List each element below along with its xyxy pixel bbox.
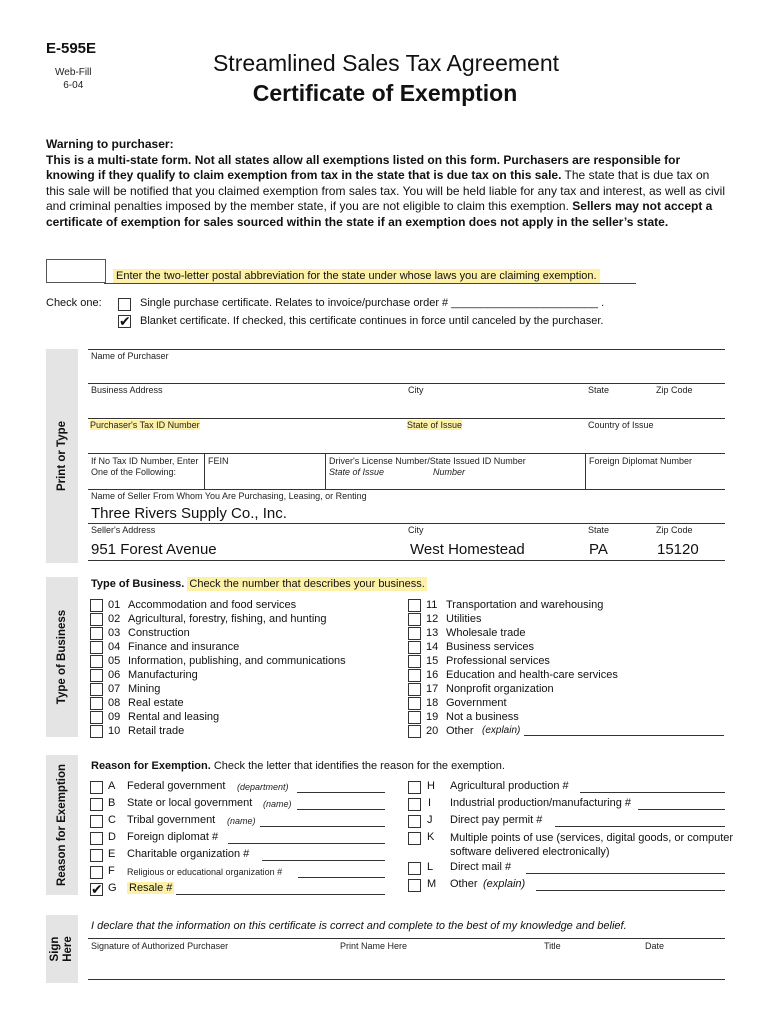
business-number: 19: [426, 711, 439, 723]
business-list-right: [408, 598, 728, 738]
signature-label: Signature of Authorized Purchaser: [91, 941, 229, 951]
purchaser-zip-label: Zip Code: [656, 385, 693, 395]
business-09-checkbox[interactable]: [90, 711, 103, 724]
business-label: Information, publishing, and communications: [128, 655, 346, 667]
business-number: 01: [108, 599, 121, 611]
foreign-diplomat-label: Foreign Diplomat Number: [589, 456, 693, 466]
blanket-certificate-checkbox[interactable]: [118, 315, 131, 328]
reason-g-letter: G: [108, 882, 117, 894]
reason-c-letter: C: [108, 814, 116, 826]
warning-bold-end: Sellers may not accept a certificate of exemption for sales sourced within the state if an exemption does not apply in the seller’s state.: [46, 199, 713, 229]
reason-h-letter: H: [427, 780, 435, 792]
reason-b-hint: (name): [263, 799, 292, 809]
business-number: 20: [426, 725, 439, 737]
business-10-checkbox[interactable]: [90, 725, 103, 738]
business-number: 08: [108, 697, 121, 709]
state-entry-divider: [104, 283, 636, 284]
reason-row-d: [90, 831, 390, 848]
reason-a-checkbox[interactable]: [90, 781, 103, 794]
seller-zip-label: Zip Code: [656, 525, 693, 535]
reason-list-left: [90, 780, 390, 899]
purchaser-name-line: [88, 349, 725, 350]
declaration-text: I declare that the information on this certificate is correct and complete to the best of my knowledge and belief.: [91, 920, 627, 932]
business-number: 05: [108, 655, 121, 667]
warning-block: [46, 137, 726, 230]
tax-id-line: [88, 418, 725, 419]
business-list-left: [90, 598, 400, 738]
state-abbreviation-field[interactable]: [46, 259, 106, 283]
dl-divider: [325, 453, 326, 489]
reason-c-checkbox[interactable]: [90, 815, 103, 828]
business-item-03: [90, 626, 400, 640]
reason-c-field[interactable]: [260, 826, 385, 827]
form-title: [0, 50, 770, 77]
reason-row-k: [408, 831, 734, 861]
business-19-checkbox[interactable]: [408, 711, 421, 724]
reason-row-l: [408, 861, 726, 878]
business-number: 11: [426, 599, 438, 611]
seller-name-line: [88, 489, 725, 490]
business-item-18: [408, 696, 728, 710]
business-item-10: [90, 724, 400, 738]
reason-g-field[interactable]: [176, 894, 385, 895]
business-number: 16: [426, 669, 439, 681]
reason-j-field[interactable]: [555, 826, 725, 827]
business-label: Wholesale trade: [446, 627, 526, 639]
revision-date: 6-04: [63, 80, 84, 91]
signature-bottom-line: [88, 979, 725, 980]
seller-city-label: City: [408, 525, 424, 535]
business-item-04: [90, 640, 400, 654]
sign-here-band: [46, 915, 78, 983]
purchaser-name-input[interactable]: [88, 362, 725, 382]
tax-id-input[interactable]: [88, 432, 725, 452]
business-label: Business services: [446, 641, 535, 653]
business-address-input[interactable]: [88, 396, 725, 416]
reason-d-field[interactable]: [228, 843, 385, 844]
seller-city-value[interactable]: West Homestead: [410, 541, 525, 558]
business-14-checkbox[interactable]: [408, 641, 421, 654]
business-number: 04: [108, 641, 121, 653]
reason-f-field[interactable]: [298, 877, 385, 878]
business-address-label: Business Address: [91, 385, 163, 395]
warning-text: The state that is due tax on this sale will be notified that you claimed exemption from sales tax. You will be held liable for any tax and interest, as well as civil and criminal penalties imposed by the member state, if you are not eligible to claim this exemption.: [46, 168, 726, 213]
business-number: 03: [108, 627, 121, 639]
seller-address-value[interactable]: 951 Forest Avenue: [91, 541, 217, 558]
check-one-label: Check one:: [46, 297, 102, 309]
reason-list-right: [408, 780, 734, 895]
reason-heading: Reason for Exemption.: [91, 760, 211, 772]
reason-f-checkbox[interactable]: [90, 866, 103, 879]
form-title-text: Streamlined Sales Tax Agreement: [212, 50, 560, 76]
business-08-checkbox[interactable]: [90, 697, 103, 710]
business-item-09: [90, 710, 400, 724]
business-02-checkbox[interactable]: [90, 613, 103, 626]
reason-l-letter: L: [427, 861, 434, 873]
title-label: Title: [544, 941, 561, 951]
business-heading: Type of Business.: [91, 578, 185, 590]
business-item-13: [408, 626, 728, 640]
business-label: Accommodation and food services: [128, 599, 297, 611]
business-label: Mining: [128, 683, 161, 695]
business-item-07: [90, 682, 400, 696]
reason-a-label: Federal government: [127, 780, 226, 792]
business-label: Construction: [128, 627, 190, 639]
business-item-15: [408, 654, 728, 668]
business-item-02: [90, 612, 400, 626]
business-04-checkbox[interactable]: [90, 641, 103, 654]
reason-b-letter: B: [108, 797, 116, 809]
reason-h-field[interactable]: [580, 792, 725, 793]
business-item-01: [90, 598, 400, 612]
business-number: 02: [108, 613, 121, 625]
business-label: Agricultural, forestry, fishing, and hunting: [128, 613, 327, 625]
country-of-issue-label: Country of Issue: [588, 420, 654, 430]
business-item-08: [90, 696, 400, 710]
business-label: Other: [446, 725, 474, 737]
reason-i-field[interactable]: [638, 809, 725, 810]
reason-row-j: [408, 814, 726, 831]
reason-j-label: Direct pay permit #: [450, 814, 543, 826]
business-number: 06: [108, 669, 121, 681]
reason-row-f: [90, 865, 390, 882]
reason-f-label: Religious or educational organization #: [127, 867, 283, 877]
business-instruction: Check the number that describes your business.: [189, 578, 425, 590]
reason-i-letter: I: [428, 797, 432, 809]
alt-id-line: [88, 453, 725, 454]
business-03-checkbox[interactable]: [90, 627, 103, 640]
reason-i-label: Industrial production/manufacturing #: [450, 797, 631, 809]
business-label: Retail trade: [128, 725, 185, 737]
single-purchase-checkbox[interactable]: [118, 298, 131, 311]
business-15-checkbox[interactable]: [408, 655, 421, 668]
business-number: 12: [426, 613, 439, 625]
signature-top-line: [88, 938, 725, 939]
reason-m-checkbox[interactable]: [408, 879, 421, 892]
reason-instruction: Check the letter that identifies the reason for the exemption.: [213, 760, 505, 772]
reason-l-checkbox[interactable]: [408, 862, 421, 875]
reason-row-i: [408, 797, 726, 814]
business-item-05: [90, 654, 400, 668]
reason-band-label: Reason for Exemption: [56, 763, 68, 887]
reason-f-letter: F: [108, 865, 115, 877]
business-label: Government: [446, 697, 507, 709]
reason-b-checkbox[interactable]: [90, 798, 103, 811]
print-or-type-label: Print or Type: [56, 420, 69, 492]
purchaser-state-label: State: [588, 385, 610, 395]
seller-state-label: State: [588, 525, 610, 535]
business-number: 13: [426, 627, 439, 639]
reason-row-g: [90, 882, 390, 899]
business-hint: (explain): [482, 725, 521, 736]
reason-row-a: [90, 780, 390, 797]
business-17-checkbox[interactable]: [408, 683, 421, 696]
business-label: Not a business: [446, 711, 519, 723]
business-other-field[interactable]: [524, 735, 724, 736]
reason-heading-row: [91, 760, 505, 772]
fein-divider: [204, 453, 205, 489]
business-label: Manufacturing: [128, 669, 198, 681]
form-subtitle: Certificate of Exemption: [252, 80, 518, 106]
reason-band: [46, 755, 78, 895]
checkmark-icon: ✔: [119, 313, 131, 329]
reason-row-c: [90, 814, 390, 831]
signature-input[interactable]: [88, 953, 725, 977]
reason-e-letter: E: [108, 848, 116, 860]
seller-address-line: [88, 523, 725, 524]
reason-m-field[interactable]: [536, 890, 725, 891]
business-label: Finance and insurance: [128, 641, 240, 653]
business-13-checkbox[interactable]: [408, 627, 421, 640]
form-code: E-595E: [46, 40, 97, 57]
reason-a-hint: (department): [237, 782, 289, 792]
business-item-16: [408, 668, 728, 682]
single-purchase-label: Single purchase certificate. Relates to invoice/purchase order # ________________________ .: [140, 297, 605, 309]
business-label: Education and health-care services: [446, 669, 618, 681]
reason-row-b: [90, 797, 390, 814]
business-number: 09: [108, 711, 121, 723]
reason-d-label: Foreign diplomat #: [127, 831, 219, 843]
fein-label: FEIN: [208, 456, 229, 466]
purchaser-name-label: Name of Purchaser: [91, 351, 169, 361]
reason-k-label: Multiple points of use (services, digital goods, or computer software delivered electronically): [450, 832, 734, 858]
reason-g-checkbox[interactable]: [90, 883, 103, 896]
business-05-checkbox[interactable]: [90, 655, 103, 668]
no-tax-id-label: If No Tax ID Number, Enter One of the Following:: [91, 456, 199, 477]
reason-b-field[interactable]: [297, 809, 385, 810]
reason-j-letter: J: [427, 814, 433, 826]
reason-k-letter: K: [427, 831, 435, 843]
seller-address-label: Seller's Address: [91, 525, 156, 535]
reason-j-checkbox[interactable]: [408, 815, 421, 828]
business-label: Utilities: [446, 613, 482, 625]
type-of-business-band: [46, 577, 78, 737]
business-11-checkbox[interactable]: [408, 599, 421, 612]
reason-g-label: Resale #: [129, 882, 173, 894]
reason-c-hint: (name): [227, 816, 256, 826]
print-or-type-band: [46, 349, 78, 563]
date-label: Date: [645, 941, 665, 951]
warning-heading: Warning to purchaser:: [46, 137, 174, 151]
reason-row-e: [90, 848, 390, 865]
business-16-checkbox[interactable]: [408, 669, 421, 682]
reason-d-letter: D: [108, 831, 116, 843]
seller-state-value[interactable]: PA: [589, 541, 608, 558]
business-label: Professional services: [446, 655, 550, 667]
business-06-checkbox[interactable]: [90, 669, 103, 682]
business-item-06: [90, 668, 400, 682]
business-heading-row: [91, 578, 427, 590]
business-item-14: [408, 640, 728, 654]
sign-here-label: Sign Here: [49, 936, 74, 962]
reason-m-label: Other: [450, 878, 478, 890]
seller-bottom-line: [88, 560, 725, 561]
business-label: Nonprofit organization: [446, 683, 554, 695]
business-address-line: [88, 383, 725, 384]
reason-row-m: [408, 878, 726, 895]
business-label: Real estate: [128, 697, 184, 709]
business-item-12: [408, 612, 728, 626]
web-fill-text: Web-Fill: [55, 67, 92, 78]
reason-d-checkbox[interactable]: [90, 832, 103, 845]
reason-e-field[interactable]: [262, 860, 385, 861]
seller-name-label: Name of Seller From Whom You Are Purchasing, Leasing, or Renting: [91, 491, 367, 501]
print-name-label: Print Name Here: [340, 941, 408, 951]
business-20-checkbox[interactable]: [408, 725, 421, 738]
state-of-issue-label: State of Issue: [407, 420, 463, 430]
business-number: 15: [426, 655, 439, 667]
business-number: 07: [108, 683, 121, 695]
reason-i-checkbox[interactable]: [408, 798, 421, 811]
checkmark-icon: ✔: [91, 881, 103, 897]
business-number: 10: [108, 725, 121, 737]
reason-b-label: State or local government: [127, 797, 253, 809]
business-12-checkbox[interactable]: [408, 613, 421, 626]
state-instruction: Enter the two-letter postal abbreviation for the state under whose laws you are claiming exemption.: [113, 269, 600, 283]
seller-name-value[interactable]: Three Rivers Supply Co., Inc.: [91, 505, 287, 522]
seller-zip-value[interactable]: 15120: [657, 541, 699, 558]
drivers-license-label: Driver's License Number/State Issued ID Number: [329, 456, 526, 466]
purchaser-city-label: City: [408, 385, 424, 395]
business-number: 14: [426, 641, 439, 653]
diplomat-divider: [585, 453, 586, 489]
reason-k-checkbox[interactable]: [408, 832, 421, 845]
reason-e-checkbox[interactable]: [90, 849, 103, 862]
dl-state-label: State of Issue: [329, 467, 385, 477]
business-item-20: [408, 724, 728, 738]
warning-bold-text: This is a multi-state form. Not all states allow all exemptions listed on this form. Purchasers are responsible for knowing if they qualify to claim exemption from tax in the state that is due tax on this sale.: [46, 152, 681, 182]
reason-a-letter: A: [108, 780, 116, 792]
purchaser-tax-id-label: Purchaser's Tax ID Number: [90, 420, 200, 430]
reason-m-letter: M: [427, 878, 437, 890]
reason-e-label: Charitable organization #: [127, 848, 250, 860]
reason-h-label: Agricultural production #: [450, 780, 569, 792]
type-of-business-label: Type of Business: [56, 609, 68, 705]
business-item-19: [408, 710, 728, 724]
business-item-11: [408, 598, 728, 612]
dl-number-label: Number: [433, 467, 466, 477]
business-label: Rental and leasing: [128, 711, 220, 723]
business-07-checkbox[interactable]: [90, 683, 103, 696]
reason-h-checkbox[interactable]: [408, 781, 421, 794]
reason-a-field[interactable]: [297, 792, 385, 793]
business-number: 18: [426, 697, 439, 709]
reason-row-h: [408, 780, 726, 797]
business-18-checkbox[interactable]: [408, 697, 421, 710]
business-item-17: [408, 682, 728, 696]
blanket-certificate-label: Blanket certificate. If checked, this certificate continues in force until canceled by the purchaser.: [140, 315, 604, 327]
business-label: Transportation and warehousing: [446, 599, 604, 611]
business-number: 17: [426, 683, 439, 695]
reason-l-label: Direct mail #: [450, 861, 512, 873]
reason-m-hint: (explain): [483, 878, 526, 890]
business-01-checkbox[interactable]: [90, 599, 103, 612]
reason-l-field[interactable]: [526, 873, 725, 874]
reason-c-label: Tribal government: [127, 814, 216, 826]
